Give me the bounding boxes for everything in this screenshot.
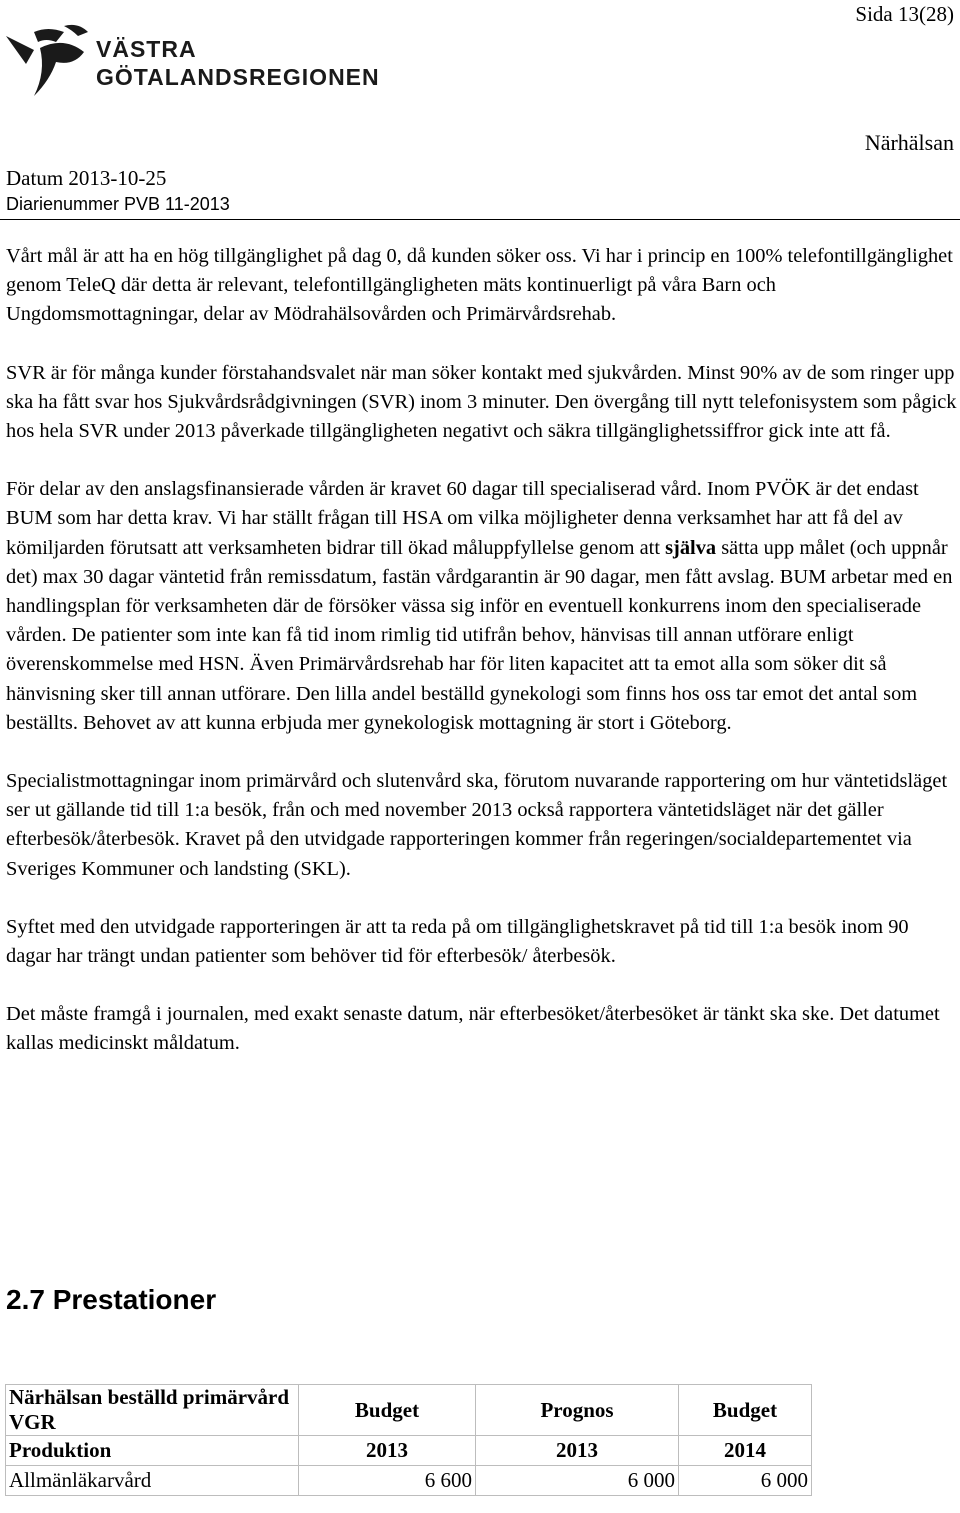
paragraph-journal: Det måste framgå i journalen, med exakt senaste datum, när efterbesöket/återbesöket är tänkt ska ske. Det datumet kallas medicinskt måldatum. <box>6 1003 940 1055</box>
table-cell: 2013 <box>299 1436 476 1466</box>
table-cell: 6 000 <box>679 1466 812 1496</box>
diary-number: Diarienummer PVB 11-2013 <box>6 194 230 214</box>
table-header-cell: Prognos <box>476 1385 679 1436</box>
header-divider <box>0 219 960 220</box>
table-header-cell: Närhälsan beställd primärvård VGR <box>6 1385 299 1436</box>
table-header-row <box>6 1385 812 1436</box>
table-cell: Produktion <box>6 1436 299 1466</box>
paragraph-purpose: Syftet med den utvidgade rapporteringen är att ta reda på om tillgänglighetskravet på tid till 1:a besök inom 90 dagar har trängt undan patienter som behöver tid för efterbesök/ återbesök. <box>6 915 909 968</box>
table-cell: Allmänläkarvård <box>6 1466 299 1496</box>
logo-mark-icon <box>4 22 94 108</box>
paragraph-text: För delar av den anslagsfinansierade vården är kravet 60 dagar till specialiserad vård. Inom PVÖK är det endast BUM som har detta krav. Vi har ställt frågan till HSA om vilka möjligheter denna verksamhet har att få del av kömiljarden förutsatt att verksamheten bidrar till ökad måluppfyllelse genom att <box>6 478 919 559</box>
table-cell: 2013 <box>476 1436 679 1466</box>
table-cell: 2014 <box>679 1436 812 1466</box>
table-header-cell: Budget <box>299 1385 476 1436</box>
table-row <box>6 1436 812 1466</box>
table-header-cell: Budget <box>679 1385 812 1436</box>
performance-table <box>5 1384 812 1496</box>
paragraph-accessibility: Vårt mål är att ha en hög tillgänglighet på dag 0, då kunden söker oss. Vi har i princip en 100% telefontillgänglighet genom TeleQ där detta är relevant, telefontillgängligheten mäts kontinuerligt på våra Barn och Ungdomsmottagningar, delar av Mödrahälsovården och Primärvårdsrehab. <box>6 245 953 326</box>
table-cell: 6 600 <box>299 1466 476 1496</box>
logo-text-line2: GÖTALANDSREGIONEN <box>96 64 380 90</box>
unit-name: Närhälsan <box>864 130 954 155</box>
logo-text-line1: VÄSTRA <box>96 36 197 62</box>
emphasis-text: själva <box>665 536 717 559</box>
paragraph-svr: SVR är för många kunder förstahandsvalet när man söker kontakt med sjukvården. Minst 90% av de som ringer upp ska ha fått svar hos Sjukvårdsrådgivningen (SVR) inom 3 minuter. Den övergång till nytt telefonisystem som pågick hos hela SVR under 2013 påverkade tillgängligheten negativt och säkra tillgänglighetssiffror gick inte att få. <box>6 361 957 443</box>
paragraph-specialist-care <box>6 475 958 738</box>
paragraph-text: sätta upp målet (och uppnår det) max 30 dagar väntetid från remissdatum, fastän vårdgarantin är 90 dagar, men fått avslag. BUM arbetar med en handlingsplan för verksamheten där de försöker vässa sig inför en eventuell konkurrens inom den specialiserade vården. De patienter som inte kan få tid inom rimlig tid utifrån behov, hänvisas till annan utförare enligt överenskommelse med HSN. Även Primärvårdsrehab har för liten kapacitet att ta emot alla som söker dit så hänvisning sker till annan utförare. Den lilla andel beställd gynekologi som finns hos oss tar emot det antal som beställts. Behovet av att kunna erbjuda mer gynekologisk mottagning är stort i Göteborg. <box>6 536 953 734</box>
table-cell: 6 000 <box>476 1466 679 1496</box>
section-title: 2.7 Prestationer <box>6 1284 217 1315</box>
document-date: Datum 2013-10-25 <box>6 166 167 190</box>
paragraph-reporting: Specialistmottagningar inom primärvård och slutenvård ska, förutom nuvarande rapportering om hur väntetidsläget ser ut gällande tid till 1:a besök, från och med november 2013 också rapportera väntetidsläget när det gäller efterbesök/återbesök. Kravet på den utvidgade rapporteringen kommer från regeringen/socialdepartementet via Sveriges Kommuner och landsting (SKL). <box>6 770 948 880</box>
table-row <box>6 1466 812 1496</box>
region-logo <box>4 22 384 108</box>
body-text <box>6 242 958 1088</box>
page-number: Sida 13(28) <box>855 2 954 26</box>
